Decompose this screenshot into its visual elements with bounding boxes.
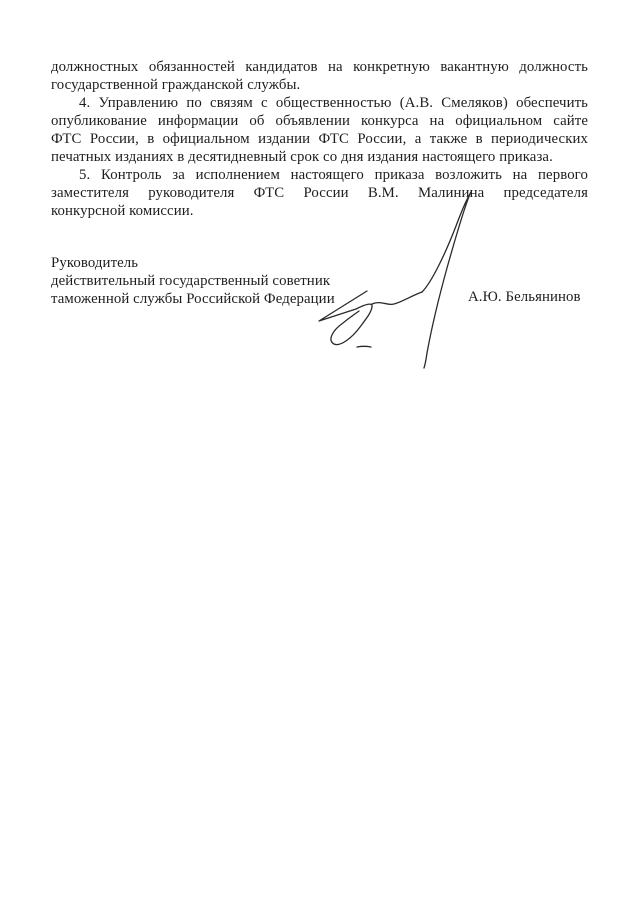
- signature-connector-stroke: [372, 292, 422, 304]
- paragraph-item-4: [51, 94, 588, 166]
- signer-title-line: действительный государственный советник: [51, 273, 331, 289]
- signer-title-line: Руководитель: [51, 255, 139, 271]
- paragraph-line: печатных изданиях в десятидневный срок со дня издания настоящего приказа.: [51, 149, 553, 165]
- paragraph-line: заместителя руководителя ФТС России В.М. Малинина председателя: [51, 185, 588, 201]
- signer-name: А.Ю. Бельянинов: [468, 289, 581, 305]
- paragraph-line: 4. Управлению по связям с общественностью (А.В. Смеляков) обеспечить: [79, 95, 588, 111]
- signature-dash-stroke: [357, 346, 371, 347]
- document-body: [51, 58, 588, 220]
- paragraph-continuation: [51, 58, 588, 94]
- paragraph-line: 5. Контроль за исполнением настоящего приказа возложить на первого: [79, 167, 588, 183]
- signer-title-block: [51, 254, 371, 308]
- paragraph-line: государственной гражданской службы.: [51, 77, 301, 93]
- paragraph-line: конкурсной комиссии.: [51, 203, 194, 219]
- paragraph-item-5: [51, 166, 588, 220]
- paragraph-line: должностных обязанностей кандидатов на конкретную вакантную должность: [51, 59, 588, 75]
- signer-title-line: таможенной службы Российской Федерации: [51, 291, 335, 307]
- paragraph-line: опубликование информации об объявлении конкурса на официальном сайте: [51, 113, 588, 129]
- paragraph-line: ФТС России, в официальном издании ФТС России, а также в периодических: [51, 131, 588, 147]
